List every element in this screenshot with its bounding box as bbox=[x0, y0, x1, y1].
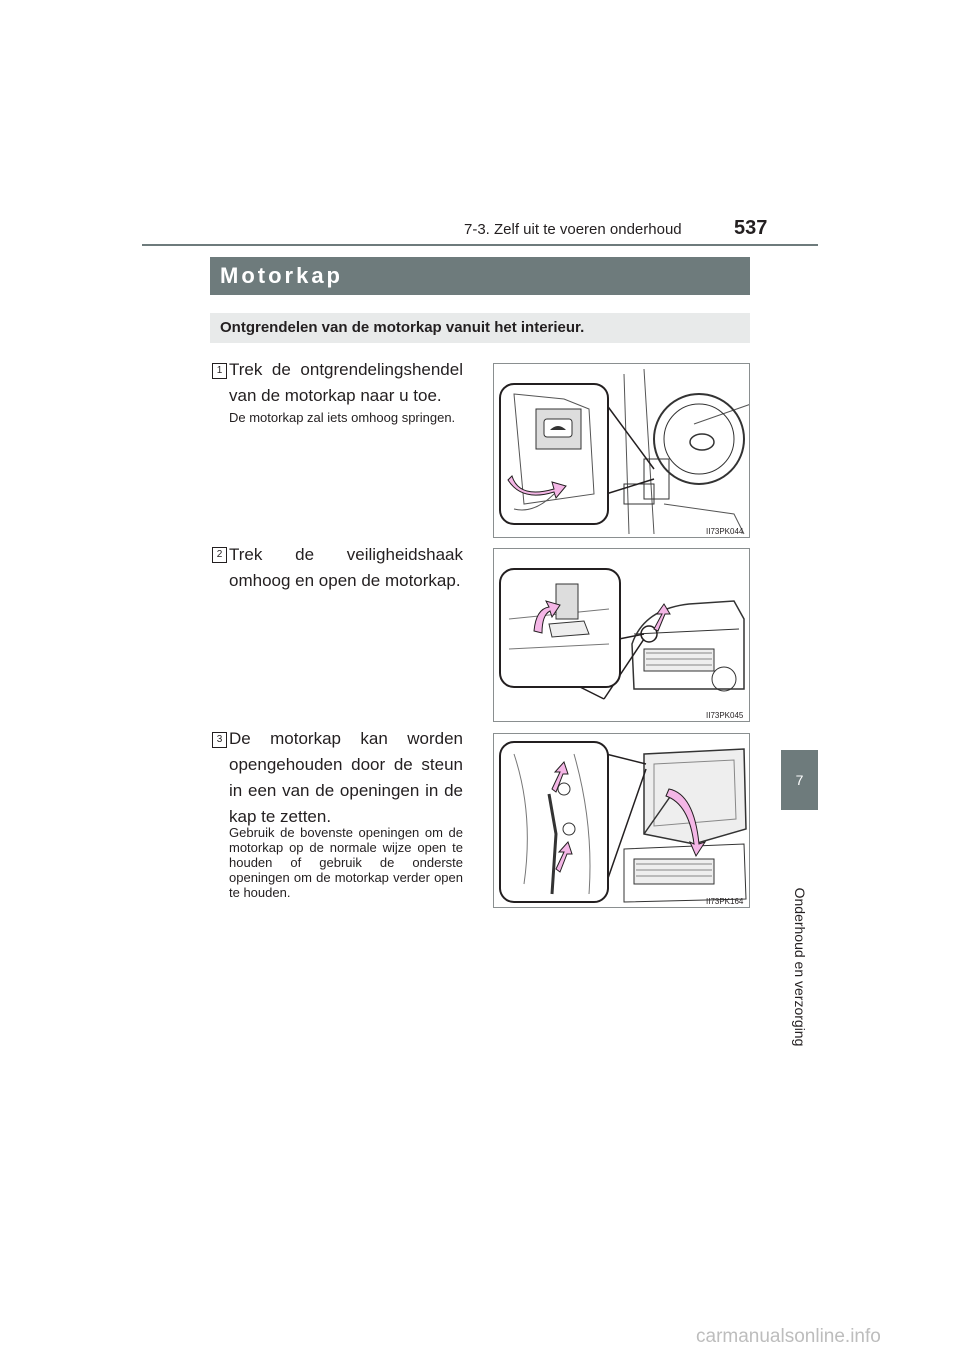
figure-code: II73PK045 bbox=[706, 711, 744, 720]
hood-support-illustration bbox=[494, 734, 750, 908]
section-title: 7-3. Zelf uit te voeren onderhoud bbox=[464, 221, 682, 238]
step-3-note: Gebruik de bovenste openingen om de motorkap op de normale wijze open te houden of gebruik de onderste openingen om de motorkap verder open te houden. bbox=[229, 825, 463, 900]
step-3-text: De motorkap kan worden opengehouden door de steun in een van de openingen in de kap te zetten. bbox=[229, 729, 463, 826]
step-1-number: 1 bbox=[212, 363, 227, 379]
watermark[interactable]: carmanualsonline.info bbox=[696, 1326, 881, 1347]
chapter-title: Onderhoud en verzorging bbox=[792, 887, 808, 1047]
header-divider bbox=[142, 244, 818, 246]
figure-safety-catch bbox=[493, 548, 750, 722]
step-2-number: 2 bbox=[212, 547, 227, 563]
chapter-number: 7 bbox=[795, 772, 804, 788]
step-1-text: Trek de ontgrendelingshendel van de motorkap naar u toe. bbox=[229, 360, 463, 405]
figure-release-lever bbox=[493, 363, 750, 538]
figure-code: II73PK164 bbox=[706, 897, 744, 906]
release-lever-illustration bbox=[494, 364, 750, 538]
figure-hood-support bbox=[493, 733, 750, 908]
page-number: 537 bbox=[734, 217, 768, 239]
section-heading: Motorkap bbox=[210, 257, 750, 295]
step-2-text: Trek de veiligheidshaak omhoog en open de motorkap. bbox=[229, 545, 463, 590]
subheading: Ontgrendelen van de motorkap vanuit het interieur. bbox=[210, 313, 750, 343]
figure-code: II73PK044 bbox=[706, 527, 744, 536]
step-1-note: De motorkap zal iets omhoog springen. bbox=[229, 410, 456, 425]
safety-catch-illustration bbox=[494, 549, 750, 722]
chapter-tab[interactable] bbox=[781, 750, 818, 810]
step-3-number: 3 bbox=[212, 732, 227, 748]
